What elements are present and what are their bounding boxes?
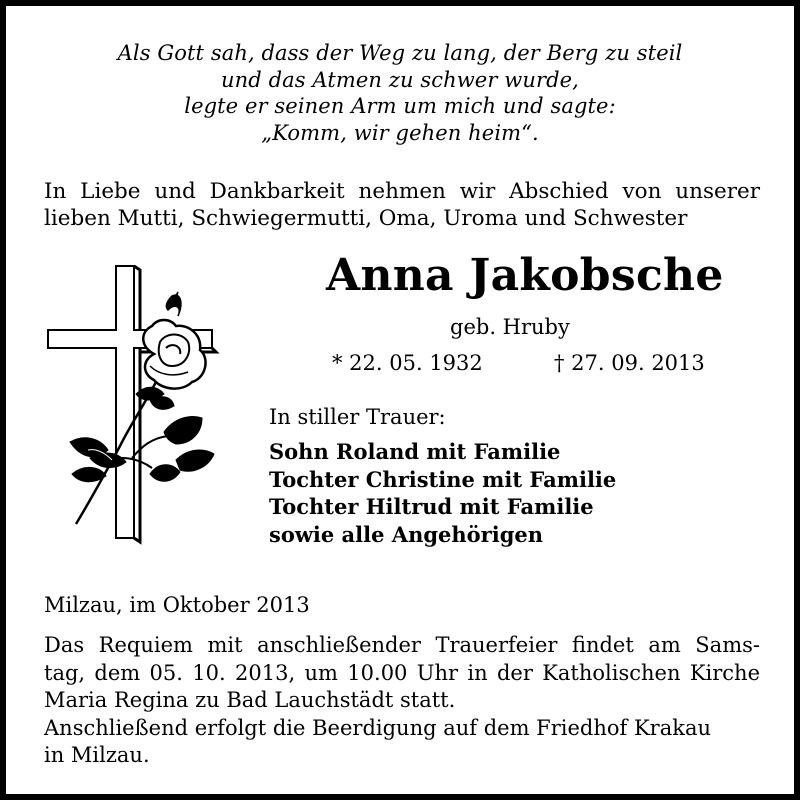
poem-line: „Komm, wir gehen heim“.: [261, 120, 539, 145]
birth-date: * 22. 05. 1932: [332, 351, 483, 375]
service-line: tag, dem 05. 10. 2013, um 10.00 Uhr in der Katholischen Kirche: [44, 660, 760, 685]
intro-line: lieben Mutti, Schwiegermutti, Oma, Uroma und Schwester: [44, 206, 688, 231]
mourners-heading: In stiller Trauer:: [269, 405, 446, 429]
service-line: Das Requiem mit anschließender Trauerfeier findet am Sams-: [44, 633, 760, 657]
service-line: in Milzau.: [44, 743, 150, 767]
list-item: sowie alle Angehörigen: [269, 521, 544, 547]
intro-line: In Liebe und Dankbarkeit nehmen wir Abschied von unserer: [44, 179, 760, 204]
cross-with-rose-icon: [42, 262, 226, 552]
list-item: Sohn Roland mit Familie: [269, 439, 561, 464]
poem-line: und das Atmen zu schwer wurde,: [221, 67, 579, 92]
farewell-intro: [44, 178, 760, 232]
rose-icon: [70, 292, 214, 524]
mourners-list: [269, 438, 616, 548]
list-item: Tochter Christine mit Familie: [269, 466, 617, 492]
poem-line: Als Gott sah, dass der Weg zu lang, der Berg zu steil: [117, 41, 683, 65]
service-details: [44, 632, 760, 770]
poem-line: legte er seinen Arm um mich und sagte:: [184, 94, 616, 118]
maiden-name: geb. Hruby: [450, 315, 570, 339]
cross-icon: [48, 266, 216, 542]
service-line: Anschließend erfolgt die Beerdigung auf dem Friedhof Krakau: [44, 715, 712, 740]
service-line: Maria Regina zu Bad Lauchstädt statt.: [44, 688, 456, 712]
poem: [6, 40, 794, 146]
death-date: † 27. 09. 2013: [554, 351, 705, 375]
place-and-date: Milzau, im Oktober 2013: [44, 593, 310, 617]
list-item: Tochter Hiltrud mit Familie: [269, 494, 594, 519]
deceased-name: Anna Jakobsche: [326, 250, 724, 301]
